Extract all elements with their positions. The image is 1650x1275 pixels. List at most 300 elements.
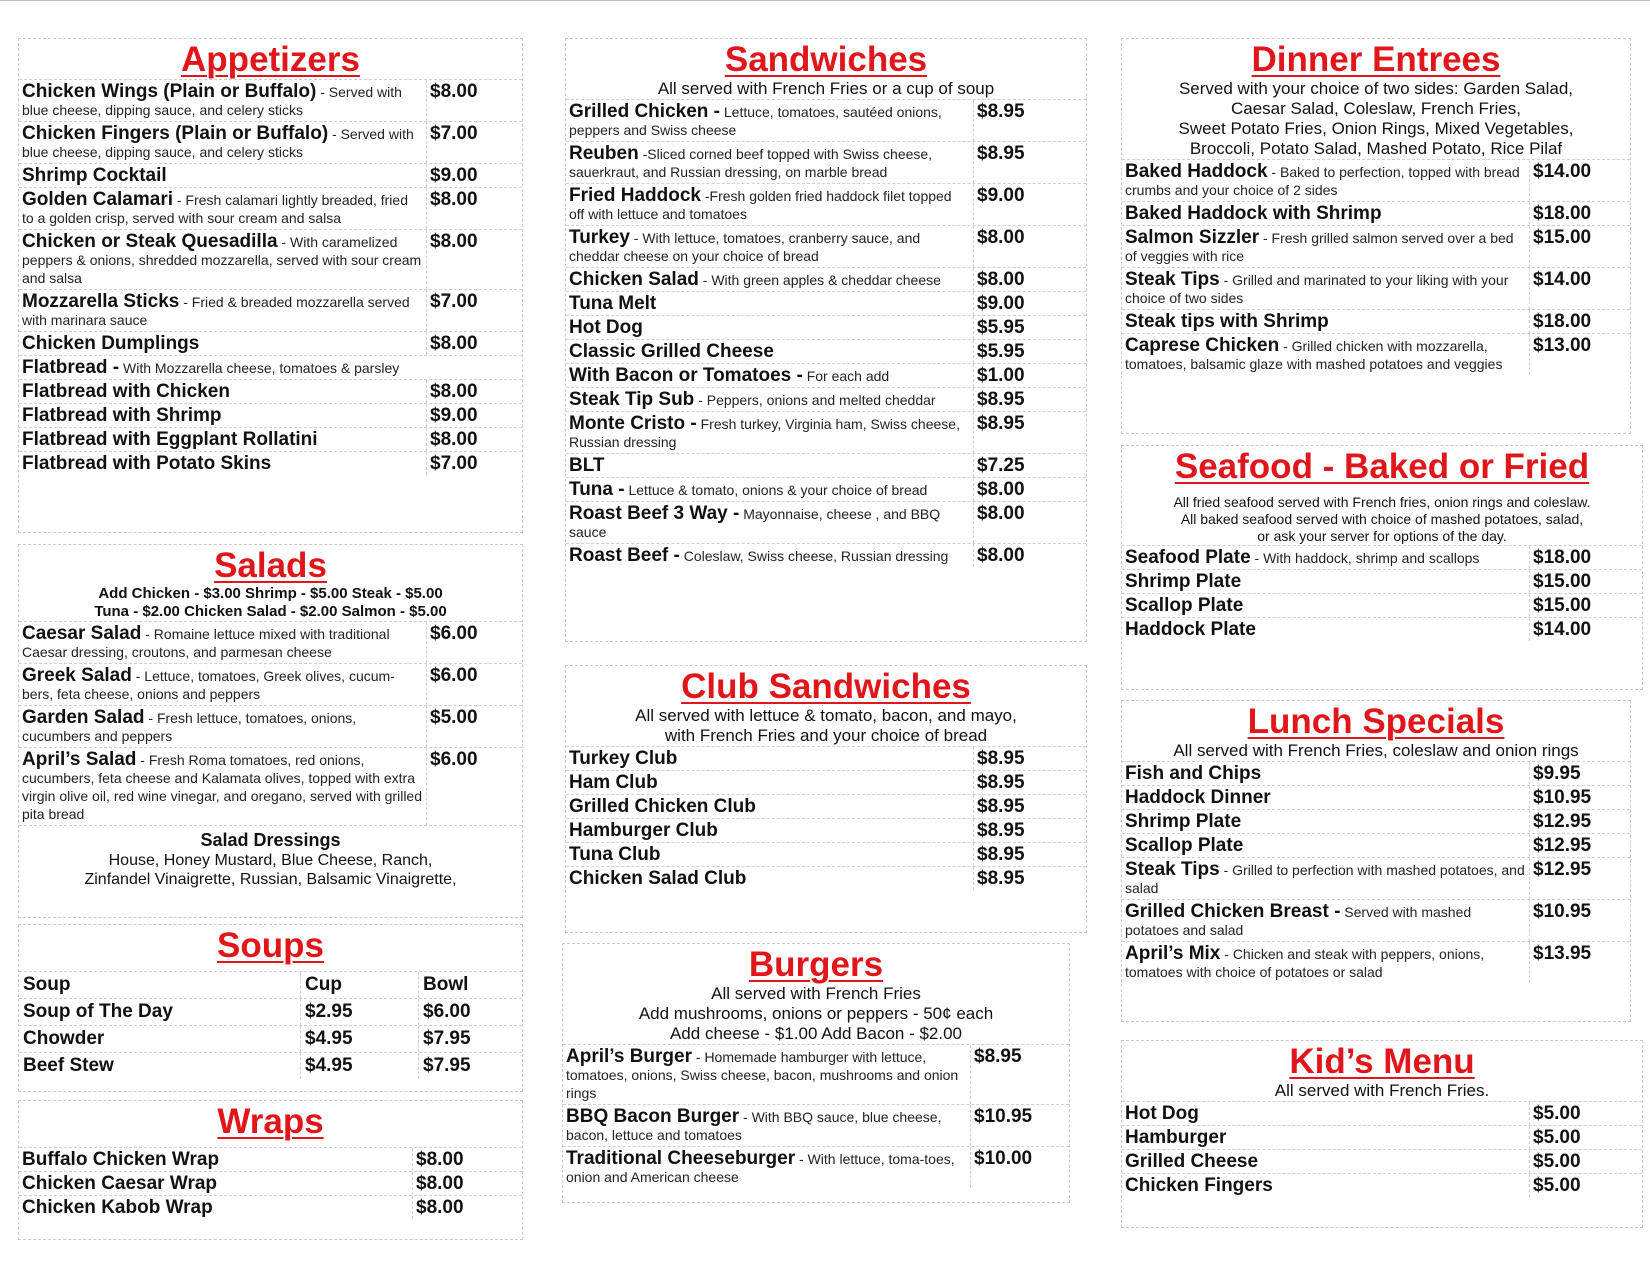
- menu-item-name: Chicken Dumplings: [22, 333, 200, 354]
- menu-item-description: - Lettuce, tomatoes, Greek olives, cucum-bers, feta cheese, onions and peppers: [22, 668, 395, 702]
- menu-item: [566, 453, 1086, 477]
- menu-item: [566, 99, 1086, 141]
- menu-item-text: [1122, 900, 1530, 941]
- menu-item-price: $8.00: [430, 333, 478, 354]
- menu-item: [566, 387, 1086, 411]
- menu-item-description: -Sliced corned beef topped with Swiss cheese, sauerkraut, and Russian dressing, on marble bread: [569, 146, 933, 180]
- kids-subtitle: All served with French Fries.: [1274, 1081, 1490, 1100]
- menu-item-name: Scallop Plate: [1125, 835, 1244, 856]
- soup-cup-price: $2.95: [301, 999, 419, 1025]
- menu-item: [1122, 593, 1642, 617]
- menu-item-price: $5.95: [977, 341, 1025, 362]
- menu-item: [566, 267, 1086, 291]
- menu-item-text: [1122, 1174, 1530, 1197]
- menu-item-text: [19, 404, 427, 427]
- soup-row: [19, 1025, 522, 1052]
- wraps-items: [19, 1147, 522, 1219]
- menu-item-price: $5.00: [1533, 1151, 1581, 1172]
- soup-name: Beef Stew: [19, 1053, 301, 1079]
- menu-item-name: Haddock Dinner: [1125, 787, 1271, 808]
- menu-item: [19, 663, 522, 705]
- menu-item-text: [566, 142, 974, 183]
- menu-item-description: - Fried & breaded mozzarella served with marinara sauce: [22, 294, 410, 328]
- menu-item-text: [1122, 310, 1530, 333]
- menu-item-text: [19, 706, 427, 747]
- menu-item-name: Shrimp Cocktail: [22, 165, 167, 186]
- menu-item-price: $18.00: [1533, 311, 1592, 332]
- menu-item-name: Chicken Salad Club: [569, 868, 747, 889]
- menu-item-price: $12.95: [1533, 859, 1592, 880]
- menu-item-name: April’s Mix: [1125, 943, 1221, 964]
- menu-item-text: [1122, 334, 1530, 375]
- menu-item-price: $5.00: [430, 707, 478, 728]
- menu-item-text: [19, 164, 427, 187]
- menu-item-price: $8.95: [977, 796, 1025, 817]
- menu-item-name: Baked Haddock with Shrimp: [1125, 203, 1382, 224]
- menu-item-name: Chicken Kabob Wrap: [22, 1197, 213, 1218]
- menu-item-name: Tuna Club: [569, 844, 661, 865]
- menu-item-description: - Chicken and steak with peppers, onions, tomatoes with choice of potatoes or salad: [1125, 946, 1485, 980]
- menu-item: [1122, 899, 1630, 941]
- seafood-subtitle-line-2: All baked seafood served with choice of mashed potatoes, salad,: [1180, 511, 1584, 527]
- menu-item: [19, 427, 522, 451]
- menu-item-text: [19, 356, 522, 379]
- menu-item-text: [1122, 1126, 1530, 1149]
- menu-item: [19, 403, 522, 427]
- menu-item: [563, 1044, 1069, 1104]
- menu-item-name: With Bacon or Tomatoes -: [569, 365, 803, 386]
- menu-item-text: [566, 100, 974, 141]
- menu-item-price: $9.95: [1533, 763, 1581, 784]
- menu-item: [566, 866, 1086, 890]
- salads-title: Salads: [214, 546, 327, 585]
- dinner-items: [1122, 159, 1630, 375]
- menu-item-text: [566, 292, 974, 315]
- menu-item: [19, 355, 522, 379]
- dinner-subtitle-line-2: Caesar Salad, Coleslaw, French Fries,: [1230, 99, 1522, 118]
- menu-item-description: - Grilled and marinated to your liking with your choice of two sides: [1125, 272, 1509, 306]
- menu-item-price: $6.00: [430, 749, 478, 770]
- menu-item: [19, 1195, 522, 1219]
- menu-item-text: [566, 268, 974, 291]
- menu-item: [566, 411, 1086, 453]
- burgers-items: [563, 1044, 1069, 1188]
- soup-bowl-price: $7.95: [423, 1028, 471, 1049]
- menu-item-price: $6.00: [430, 665, 478, 686]
- menu-item-description: - Fresh calamari lightly breaded, fried to a golden crisp, served with sour cream and salsa: [22, 192, 408, 226]
- dinner-subtitle-line-1: Served with your choice of two sides: Garden Salad,: [1178, 79, 1574, 98]
- menu-item-name: Traditional Cheeseburger: [566, 1148, 796, 1169]
- menu-item-name: Monte Cristo -: [569, 413, 697, 434]
- menu-item-text: [1122, 160, 1530, 201]
- menu-item-price: $6.00: [430, 623, 478, 644]
- lunch-subtitle: All served with French Fries, coleslaw and onion rings: [1173, 741, 1579, 760]
- menu-item: [566, 746, 1086, 770]
- menu-item-description: - Grilled to perfection with mashed potatoes, and salad: [1125, 862, 1525, 896]
- menu-item-text: [1122, 1102, 1530, 1125]
- menu-item-description: - Baked to perfection, topped with bread crumbs and your choice of 2 sides: [1125, 164, 1520, 198]
- appetizers-title: Appetizers: [181, 40, 360, 79]
- salad-add-ons-line-1: Add Chicken - $3.00 Shrimp - $5.00 Steak - $5.00: [98, 585, 443, 602]
- menu-item-name: Baked Haddock: [1125, 161, 1268, 182]
- menu-item: [19, 1171, 522, 1195]
- menu-item: [566, 291, 1086, 315]
- menu-item: [1122, 267, 1630, 309]
- menu-item-text: [1122, 786, 1530, 809]
- menu-item-price: $8.00: [430, 81, 478, 102]
- menu-item-name: Salmon Sizzler: [1125, 227, 1260, 248]
- menu-item-text: [19, 290, 427, 331]
- soup-cup-price: $4.95: [301, 1053, 419, 1079]
- salad-dressings-block: [19, 825, 522, 889]
- menu-item-name: April’s Burger: [566, 1046, 692, 1067]
- lunch-specials-section: [1121, 700, 1631, 1022]
- menu-item-text: [19, 332, 427, 355]
- menu-item-description: Lettuce, tomatoes, sautéed onions, peppers and Swiss cheese: [569, 104, 942, 138]
- soup-cup-price: $4.95: [301, 1026, 419, 1052]
- menu-item: [1122, 1101, 1642, 1125]
- menu-item-name: Flatbread -: [22, 357, 120, 378]
- menu-item-price: $8.00: [416, 1173, 464, 1194]
- menu-item: [566, 141, 1086, 183]
- menu-item-text: [1122, 810, 1530, 833]
- menu-item-text: [566, 544, 974, 567]
- menu-item: [566, 501, 1086, 543]
- menu-item-description: Coleslaw, Swiss cheese, Russian dressing: [679, 548, 949, 564]
- menu-item-price: $8.95: [977, 748, 1025, 769]
- dinner-entrees-section: [1121, 38, 1631, 434]
- menu-item: [1122, 833, 1630, 857]
- menu-item-text: [566, 364, 974, 387]
- menu-item: [1122, 1125, 1642, 1149]
- menu-item-name: Hamburger: [1125, 1127, 1227, 1148]
- menu-item-price: $1.00: [977, 365, 1025, 386]
- menu-item-price: $9.00: [977, 293, 1025, 314]
- club-sandwiches-title: Club Sandwiches: [681, 667, 971, 706]
- menu-item: [566, 363, 1086, 387]
- menu-item-name: Chicken or Steak Quesadilla: [22, 231, 278, 252]
- menu-item-price: $15.00: [1533, 227, 1592, 248]
- menu-item-name: Flatbread with Eggplant Rollatini: [22, 429, 318, 450]
- menu-item-text: [566, 771, 974, 794]
- menu-item-name: Caesar Salad: [22, 623, 142, 644]
- menu-item-price: $8.95: [974, 1046, 1022, 1067]
- menu-item-name: Chicken Salad: [569, 269, 699, 290]
- menu-item-price: $8.00: [430, 429, 478, 450]
- menu-item: [1122, 941, 1630, 983]
- menu-item-price: $10.95: [1533, 901, 1592, 922]
- menu-item-text: [566, 843, 974, 866]
- menu-item-name: Haddock Plate: [1125, 619, 1256, 640]
- cup-header: Cup: [301, 972, 419, 998]
- top-rule: [0, 0, 1650, 1]
- menu-item-name: Roast Beef 3 Way -: [569, 503, 740, 524]
- menu-item-text: [19, 380, 427, 403]
- menu-item: [566, 225, 1086, 267]
- menu-item-description: - Fresh Roma tomatoes, red onions, cucumbers, feta cheese and Kalamata olives, topped with extra virgin olive oil, red wine vinegar, and oregano, served with grilled pita bread: [22, 752, 422, 822]
- menu-item-price: $8.95: [977, 413, 1025, 434]
- menu-item-price: $8.00: [416, 1149, 464, 1170]
- menu-item-description: - With BBQ sauce, blue cheese, bacon, lettuce and tomatoes: [566, 1109, 942, 1143]
- menu-item-text: [563, 1147, 971, 1188]
- menu-item: [19, 229, 522, 289]
- menu-item-price: $8.95: [977, 820, 1025, 841]
- sandwiches-title: Sandwiches: [724, 40, 928, 79]
- lunch-specials-title: Lunch Specials: [1247, 702, 1505, 741]
- menu-item-text: [1122, 1150, 1530, 1173]
- menu-item-text: [566, 502, 974, 543]
- menu-item-name: Hot Dog: [569, 317, 643, 338]
- soup-name: Soup of The Day: [19, 999, 301, 1025]
- menu-item-name: Ham Club: [569, 772, 658, 793]
- menu-item-name: Reuben: [569, 143, 639, 164]
- menu-item-name: Tuna Melt: [569, 293, 657, 314]
- menu-item-text: [1122, 546, 1530, 569]
- menu-item-name: Chicken Caesar Wrap: [22, 1173, 218, 1194]
- menu-item: [1122, 309, 1630, 333]
- menu-item-text: [566, 747, 974, 770]
- menu-item-text: [19, 452, 427, 475]
- menu-item-price: $8.00: [430, 381, 478, 402]
- soups-section: [18, 924, 523, 1092]
- menu-item-price: $9.00: [430, 405, 478, 426]
- menu-item-name: Steak Tips: [1125, 859, 1220, 880]
- sandwiches-subtitle: All served with French Fries or a cup of soup: [657, 79, 995, 98]
- menu-item-text: [19, 1196, 413, 1219]
- club-subtitle-line-1: All served with lettuce & tomato, bacon, and mayo,: [635, 706, 1017, 725]
- menu-item-description: - Homemade hamburger with lettuce, tomatoes, onions, Swiss cheese, bacon, mushrooms and onion rings: [566, 1049, 959, 1101]
- menu-item-name: Scallop Plate: [1125, 595, 1244, 616]
- salad-dressings-line-2: Zinfandel Vinaigrette, Russian, Balsamic Vinaigrette,: [84, 871, 457, 888]
- salad-dressings-line-1: House, Honey Mustard, Blue Cheese, Ranch,: [108, 852, 433, 869]
- menu-item: [566, 315, 1086, 339]
- wraps-title: Wraps: [217, 1102, 324, 1141]
- burgers-subtitle-line-1: All served with French Fries: [711, 984, 921, 1003]
- menu-item-description: - With green apples & cheddar cheese: [698, 272, 941, 288]
- kids-menu-title: Kid’s Menu: [1289, 1042, 1475, 1081]
- sandwiches-section: [565, 38, 1087, 642]
- menu-item-name: BBQ Bacon Burger: [566, 1106, 740, 1127]
- menu-item-name: Turkey Club: [569, 748, 678, 769]
- menu-item-name: Chicken Fingers (Plain or Buffalo): [22, 123, 329, 144]
- menu-item-price: $5.00: [1533, 1127, 1581, 1148]
- soups-header-row: [19, 971, 522, 998]
- menu-item-price: $14.00: [1533, 269, 1592, 290]
- seafood-subtitle-line-3: or ask your server for options of the day.: [1257, 528, 1507, 544]
- menu-item: [1122, 1173, 1642, 1197]
- menu-item-text: [1122, 834, 1530, 857]
- menu-item-description: - Served with blue cheese, dipping sauce, and celery sticks: [22, 84, 402, 118]
- menu-item: [1122, 809, 1630, 833]
- menu-item: [19, 79, 522, 121]
- menu-item-price: $5.00: [1533, 1103, 1581, 1124]
- menu-item: [1122, 1149, 1642, 1173]
- menu-item-name: Chicken Wings (Plain or Buffalo): [22, 81, 317, 102]
- menu-item: [19, 621, 522, 663]
- menu-item: [566, 794, 1086, 818]
- menu-item-text: [566, 454, 974, 477]
- menu-item-name: Grilled Chicken -: [569, 101, 720, 122]
- menu-item-name: Golden Calamari: [22, 189, 173, 210]
- menu-item: [566, 818, 1086, 842]
- menu-item: [566, 339, 1086, 363]
- menu-item-text: [19, 1172, 413, 1195]
- menu-item-description: - With lettuce, toma-toes, onion and American cheese: [566, 1151, 955, 1185]
- bowl-header: Bowl: [423, 974, 469, 995]
- menu-item-description: Lettuce & tomato, onions & your choice of bread: [624, 482, 928, 498]
- soup-row: [19, 1052, 522, 1079]
- menu-item-price: $15.00: [1533, 595, 1592, 616]
- menu-item-price: $18.00: [1533, 547, 1592, 568]
- menu-item-name: Buffalo Chicken Wrap: [22, 1149, 220, 1170]
- menu-item-price: $14.00: [1533, 619, 1592, 640]
- menu-item-name: Fish and Chips: [1125, 763, 1262, 784]
- menu-item-text: [563, 1105, 971, 1146]
- menu-item-price: $7.25: [977, 455, 1025, 476]
- menu-item-description: Fresh turkey, Virginia ham, Swiss cheese, Russian dressing: [569, 416, 960, 450]
- menu-item-description: - Grilled chicken with mozzarella, tomatoes, balsamic glaze with mashed potatoes and veggies: [1125, 338, 1503, 372]
- menu-item-price: $8.00: [977, 503, 1025, 524]
- soup-name: Chowder: [19, 1026, 301, 1052]
- menu-item-description: -Fresh golden fried haddock filet topped off with lettuce and tomatoes: [569, 188, 952, 222]
- menu-item-name: Hamburger Club: [569, 820, 718, 841]
- soup-bowl-price: $6.00: [423, 1001, 471, 1022]
- menu-item-text: [1122, 858, 1530, 899]
- menu-item-description: - With lettuce, tomatoes, cranberry sauce, and cheddar cheese on your choice of bread: [569, 230, 921, 264]
- menu-item-price: $12.95: [1533, 835, 1592, 856]
- menu-item: [1122, 785, 1630, 809]
- menu-item-text: [1122, 268, 1530, 309]
- menu-item-name: Chicken Fingers: [1125, 1175, 1273, 1196]
- menu-item: [19, 187, 522, 229]
- menu-item-price: $9.00: [977, 185, 1025, 206]
- menu-item-text: [1122, 618, 1530, 641]
- menu-item-text: [566, 340, 974, 363]
- seafood-title: Seafood - Baked or Fried: [1174, 447, 1590, 486]
- menu-item-name: Greek Salad: [22, 665, 132, 686]
- menu-item-name: BLT: [569, 455, 605, 476]
- menu-item-text: [566, 867, 974, 890]
- club-items: [566, 746, 1086, 890]
- dinner-entrees-title: Dinner Entrees: [1251, 40, 1501, 79]
- appetizers-section: [18, 38, 523, 533]
- menu-item-name: Fried Haddock: [569, 185, 701, 206]
- menu-item-name: Steak Tips: [1125, 269, 1220, 290]
- menu-item-name: Shrimp Plate: [1125, 571, 1242, 592]
- menu-item-price: $8.00: [977, 479, 1025, 500]
- menu-item-text: [19, 664, 427, 705]
- dinner-subtitle-line-3: Sweet Potato Fries, Onion Rings, Mixed Vegetables,: [1178, 119, 1574, 138]
- kids-items: [1122, 1101, 1642, 1197]
- menu-item-price: $5.00: [1533, 1175, 1581, 1196]
- appetizers-items: [19, 79, 522, 475]
- club-sandwiches-section: [565, 665, 1087, 933]
- menu-item-price: $13.95: [1533, 943, 1592, 964]
- menu-item: [19, 289, 522, 331]
- menu-item-price: $8.95: [977, 844, 1025, 865]
- salads-section: [18, 544, 523, 918]
- menu-item-price: $5.95: [977, 317, 1025, 338]
- menu-item-text: [19, 230, 427, 289]
- menu-item-price: $8.00: [977, 269, 1025, 290]
- menu-item-description: With Mozzarella cheese, tomatoes & parsley: [119, 360, 400, 376]
- menu-item-name: Turkey: [569, 227, 630, 248]
- menu-item-price: $7.00: [430, 291, 478, 312]
- menu-item-name: Grilled Chicken Breast -: [1125, 901, 1341, 922]
- menu-item-text: [1122, 762, 1530, 785]
- menu-item-description: - With caramelized peppers & onions, shredded mozzarella, served with sour cream and salsa: [22, 234, 422, 286]
- menu-item: [1122, 201, 1630, 225]
- menu-item: [1122, 761, 1630, 785]
- menu-item-price: $14.00: [1533, 161, 1592, 182]
- menu-item-text: [19, 748, 427, 825]
- menu-item-name: Tuna -: [569, 479, 625, 500]
- menu-item-text: [566, 795, 974, 818]
- menu-item-text: [1122, 594, 1530, 617]
- kids-menu-section: [1121, 1040, 1643, 1228]
- menu-item: [19, 1147, 522, 1171]
- menu-item-price: $10.95: [974, 1106, 1033, 1127]
- menu-item-text: [566, 478, 974, 501]
- menu-item-text: [19, 428, 427, 451]
- club-subtitle-line-2: with French Fries and your choice of bread: [664, 726, 988, 745]
- menu-item-description: - With haddock, shrimp and scallops: [1250, 550, 1480, 566]
- menu-item-text: [566, 184, 974, 225]
- menu-item-price: $8.95: [977, 868, 1025, 889]
- menu-item: [19, 331, 522, 355]
- menu-item: [1122, 159, 1630, 201]
- menu-item: [1122, 545, 1642, 569]
- burgers-subtitle-line-3: Add cheese - $1.00 Add Bacon - $2.00: [669, 1024, 963, 1043]
- menu-item-text: [19, 122, 427, 163]
- menu-item-name: Seafood Plate: [1125, 547, 1251, 568]
- lunch-items: [1122, 761, 1630, 983]
- salads-items: [19, 621, 522, 825]
- menu-item: [566, 842, 1086, 866]
- menu-item-description: Mayonnaise, cheese , and BBQ sauce: [569, 506, 941, 540]
- menu-item-text: [566, 819, 974, 842]
- menu-item: [19, 705, 522, 747]
- menu-item-text: [19, 188, 427, 229]
- menu-item-price: $8.00: [977, 227, 1025, 248]
- menu-item: [563, 1146, 1069, 1188]
- menu-item-price: $12.95: [1533, 811, 1592, 832]
- menu-item-text: [566, 388, 974, 411]
- menu-item-text: [566, 316, 974, 339]
- menu-item-name: Grilled Cheese: [1125, 1151, 1259, 1172]
- menu-item-text: [566, 412, 974, 453]
- menu-item: [566, 543, 1086, 567]
- menu-item: [1122, 617, 1642, 641]
- menu-item-price: $18.00: [1533, 203, 1592, 224]
- menu-item: [19, 163, 522, 187]
- menu-item-price: $8.95: [977, 389, 1025, 410]
- menu-item-text: [1122, 570, 1530, 593]
- menu-item-text: [19, 1148, 413, 1171]
- menu-item-name: Flatbread with Chicken: [22, 381, 230, 402]
- menu-item-text: [566, 226, 974, 267]
- menu-item-price: $8.95: [977, 101, 1025, 122]
- seafood-spacer: [1122, 486, 1642, 494]
- menu-item-name: Classic Grilled Cheese: [569, 341, 774, 362]
- menu-item-name: Flatbread with Potato Skins: [22, 453, 272, 474]
- menu-item-price: $7.00: [430, 123, 478, 144]
- menu-item-name: Flatbread with Shrimp: [22, 405, 222, 426]
- menu-item: [1122, 333, 1630, 375]
- menu-item-price: $7.00: [430, 453, 478, 474]
- menu-item-name: Roast Beef -: [569, 545, 680, 566]
- menu-item: [566, 183, 1086, 225]
